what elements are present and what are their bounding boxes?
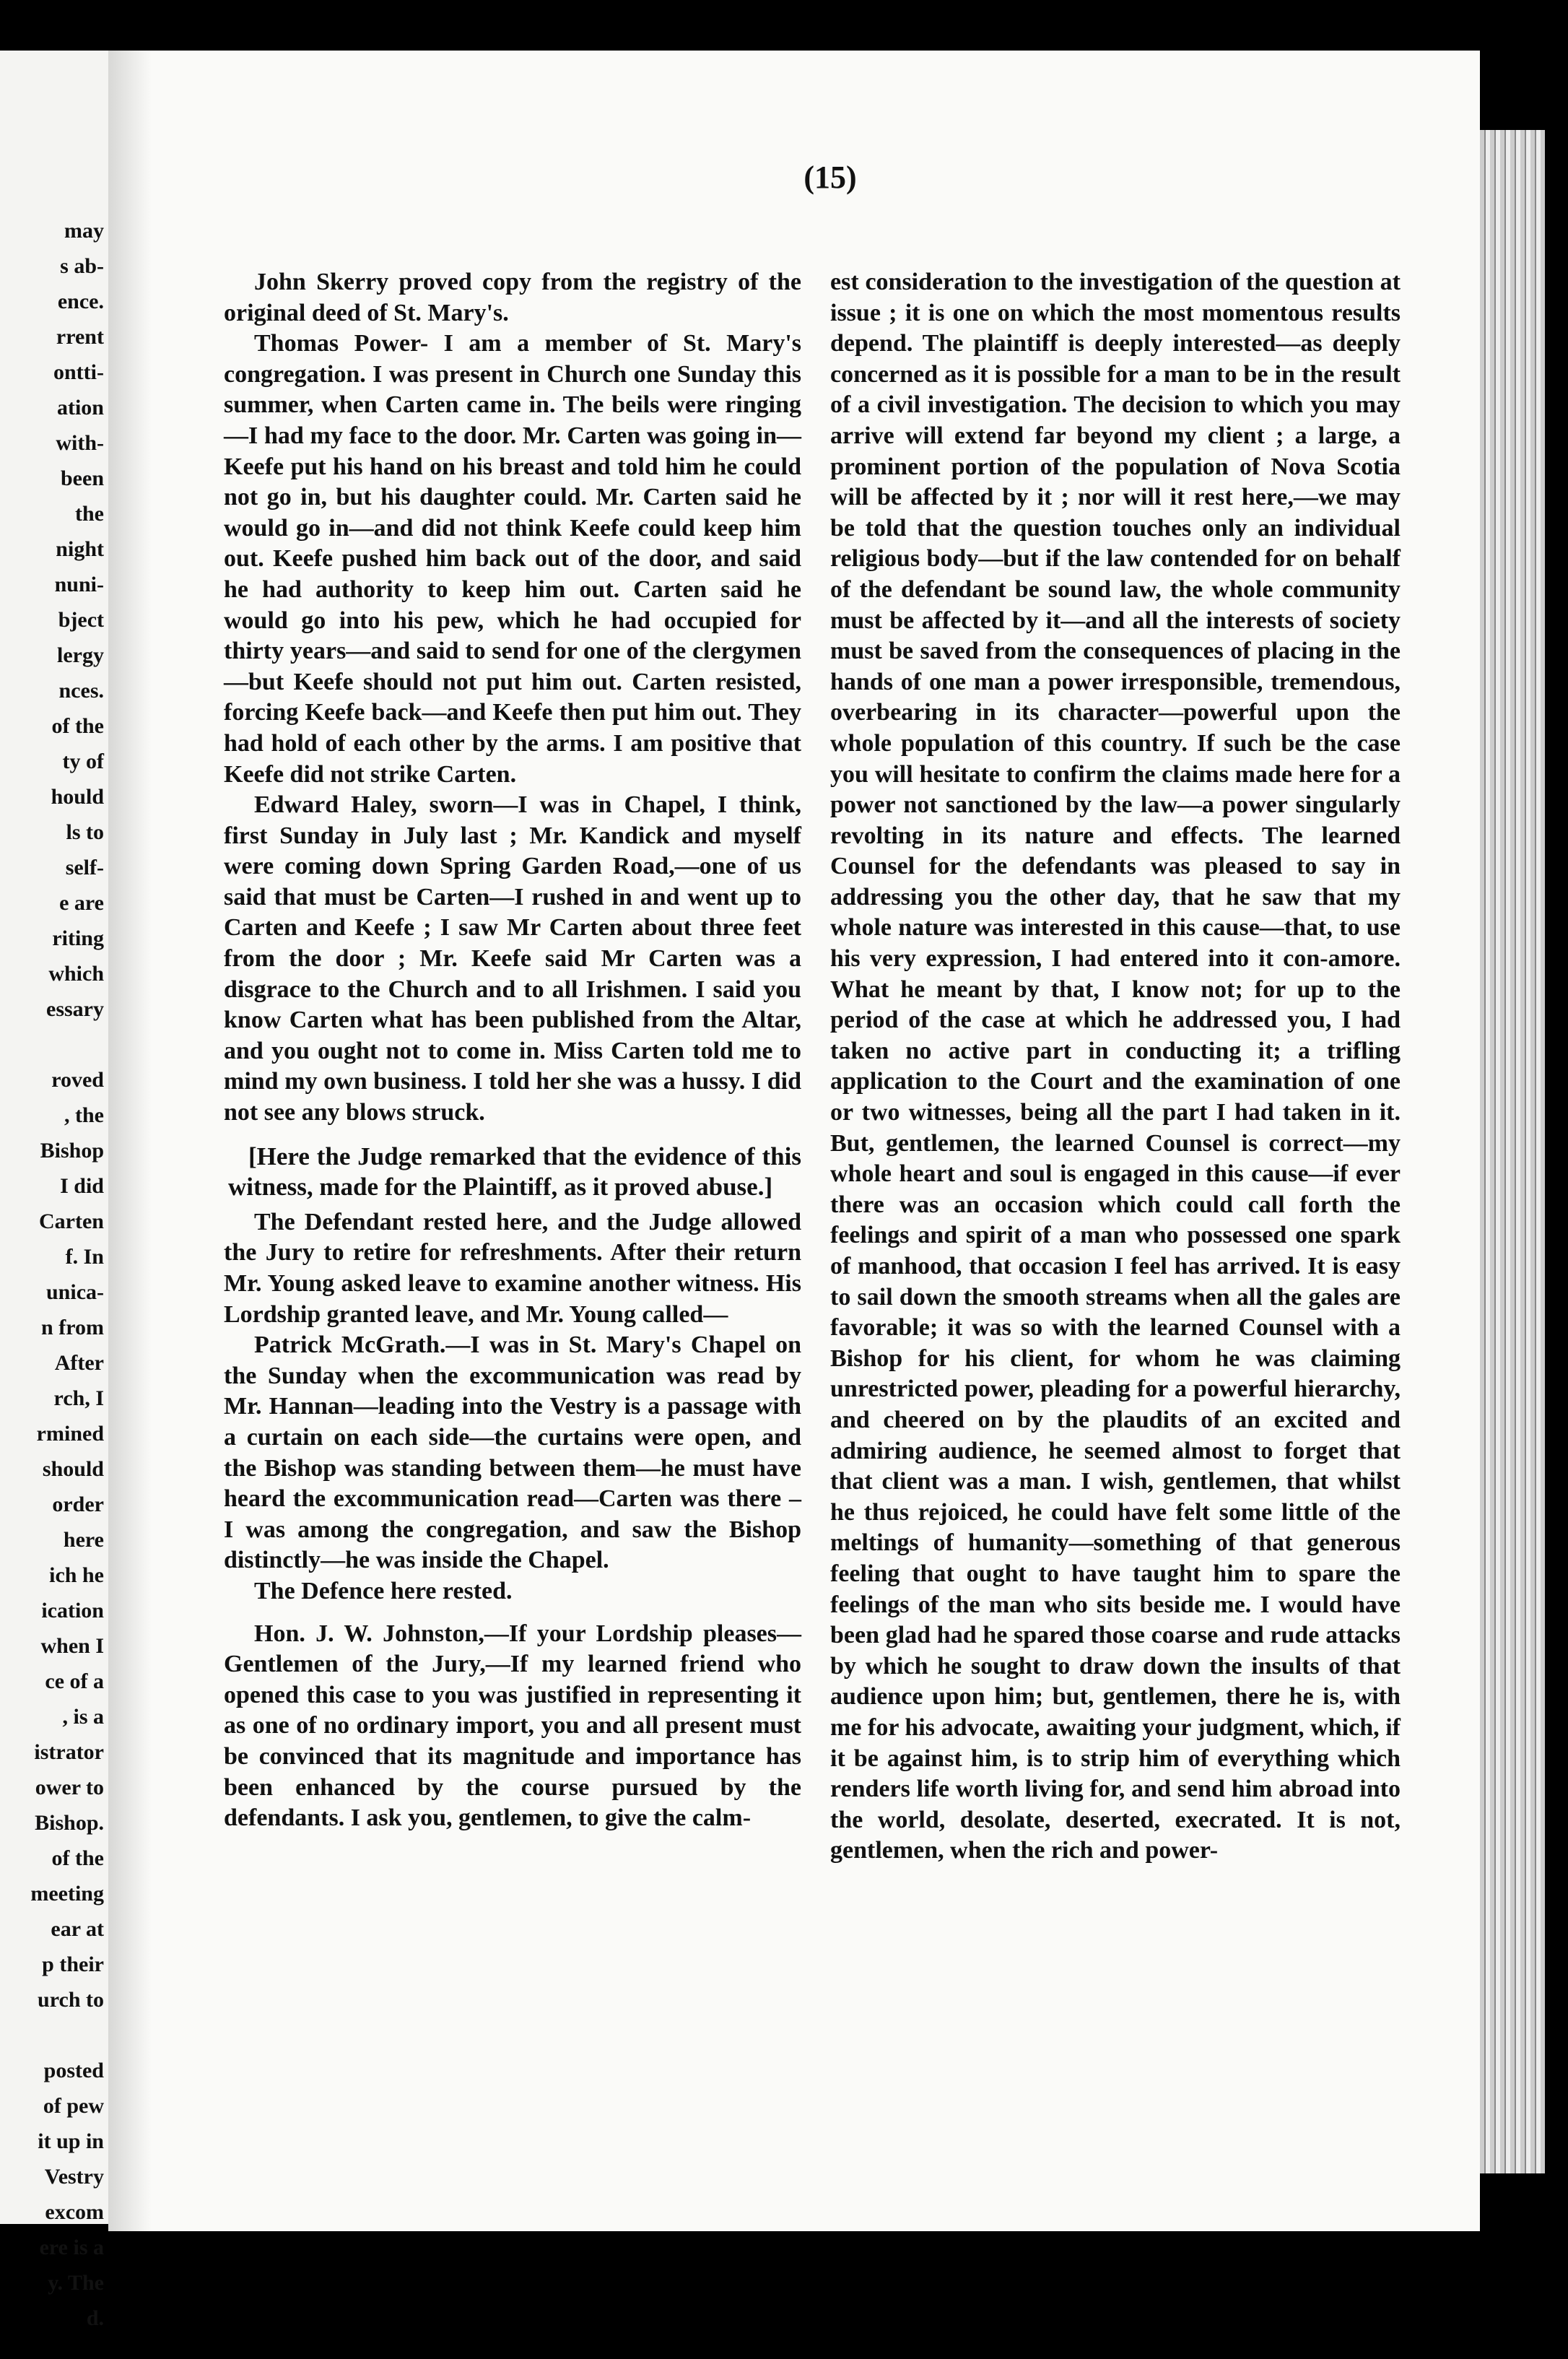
fragment-line: bject bbox=[58, 608, 104, 632]
fragment-line: rch, I bbox=[53, 1386, 104, 1410]
fragment-line: the bbox=[75, 502, 104, 526]
fragment-line: unica- bbox=[45, 1280, 104, 1304]
previous-page-edge bbox=[0, 51, 111, 2330]
fragment-line: ication bbox=[41, 1599, 104, 1622]
fragment-line: lergy bbox=[57, 643, 104, 667]
text-paragraph: Patrick McGrath.—I was in St. Mary's Chapel on the Sunday when the excommunication was read by Mr. Hannan—leading into the Vestry is a passage with a curtain on each side—the curtains were open, and the Bishop was standing between them—he must have heard the excommunication read—Carten was there – I was among the congregation, and saw the Bishop distinctly—he was inside the Chapel. bbox=[224, 1331, 801, 1574]
text-paragraph: The Defence here rested. bbox=[254, 1577, 513, 1604]
fragment-line: p their bbox=[42, 1952, 104, 1976]
fragment-line: essary bbox=[46, 997, 104, 1021]
fragment-line: been bbox=[61, 466, 104, 490]
fragment-line: rmined bbox=[36, 1422, 104, 1446]
fragment-line: roved bbox=[51, 1068, 104, 1092]
fragment-line: y. The bbox=[48, 2271, 104, 2295]
fragment-line: Carten bbox=[39, 1209, 104, 1233]
fragment-line: when I bbox=[40, 1634, 104, 1658]
fragment-line: ear at bbox=[51, 1917, 104, 1941]
fragment-line: urch to bbox=[38, 1988, 104, 2012]
fragment-line: s ab- bbox=[60, 254, 104, 278]
fragment-line: nces. bbox=[58, 679, 104, 703]
fragment-line: ation bbox=[56, 396, 104, 420]
judge-note-paragraph: [Here the Judge remarked that the evidence of this witness, made for the Plaintiff, as it proved abuse.] bbox=[228, 1142, 801, 1202]
fragment-line: here bbox=[63, 1528, 104, 1552]
fragment-line: f. In bbox=[65, 1245, 104, 1269]
fragment-line: ower to bbox=[35, 1776, 104, 1799]
fragment-line: , the bbox=[64, 1103, 104, 1127]
fragment-line: it up in bbox=[38, 2129, 104, 2153]
fragment-line: should bbox=[42, 1457, 104, 1481]
fragment-line: posted bbox=[43, 2059, 104, 2082]
fragment-line: nuni- bbox=[54, 573, 104, 596]
fragment-line: e are bbox=[59, 891, 104, 915]
fragment-line: of the bbox=[51, 1846, 104, 1870]
fragment-line: ich he bbox=[49, 1563, 104, 1587]
fragment-line: ty of bbox=[62, 750, 104, 773]
right-text-column bbox=[830, 267, 1401, 1867]
stacked-page-edges bbox=[1480, 130, 1545, 2173]
fragment-line: ontti- bbox=[53, 360, 104, 384]
fragment-line: meeting bbox=[30, 1882, 104, 1906]
fragment-line: d. bbox=[86, 2306, 104, 2330]
fragment-line: which bbox=[48, 962, 104, 986]
fragment-line: rrent bbox=[56, 325, 104, 349]
fragment-line: ce of a bbox=[45, 1669, 104, 1693]
fragment-line: may bbox=[64, 219, 104, 243]
fragment-line: of pew bbox=[43, 2094, 104, 2118]
fragment-line: Bishop. bbox=[35, 1811, 104, 1835]
fragment-line: ere is a bbox=[39, 2236, 104, 2259]
page-gutter bbox=[108, 51, 152, 2231]
fragment-line: Bishop bbox=[40, 1139, 104, 1163]
left-text-column bbox=[224, 267, 801, 1834]
text-paragraph: Thomas Power- I am a member of St. Mary's congregation. I was present in Church one Sunday this summer, when Carten came in. The beils were ringing—I had my face to the door. Mr. Carten was going in—Keefe put his hand on his breast and told him he could not go in, but his daughter could. Mr. Carten said he would go in—and did not think Keefe could keep him out. Keefe pushed him back out of the door, and said he had authority to keep him out. Carten said he would go into his pew, which he had occupied for thirty years—and said to send for one of the clergymen—but Keefe should not put him out. Carten resisted, forcing Keefe back—and Keefe then put him out. They had hold of each other by the arms. I am positive that Keefe did not strike Carten. bbox=[224, 330, 801, 788]
fragment-line: riting bbox=[52, 926, 104, 950]
fragment-line: of the bbox=[51, 714, 104, 738]
fragment-line: ence. bbox=[57, 290, 104, 313]
fragment-line: with- bbox=[56, 431, 104, 455]
fragment-line: After bbox=[54, 1351, 104, 1375]
fragment-line: , is a bbox=[62, 1705, 104, 1729]
text-paragraph: The Defendant rested here, and the Judge allowed the Jury to retire for refreshments. After their return Mr. Young asked leave to examine another witness. His Lordship granted leave, and Mr. Young called— bbox=[224, 1208, 801, 1328]
fragment-line: I did bbox=[60, 1174, 104, 1198]
fragment-line: n from bbox=[41, 1316, 104, 1339]
fragment-line: order bbox=[52, 1493, 104, 1516]
fragment-line: self- bbox=[65, 856, 104, 879]
book-page bbox=[108, 51, 1480, 2231]
text-paragraph: est consideration to the investigation of the question at issue ; it is one on which the most momentous results depend. The plaintiff is deeply interested—as deeply concerned as it is possible for a man to be in the result of a civil investigation. The decision to which you may arrive will extend far beyond my client ; a large, a prominent portion of the population of Nova Scotia will be affected by it ; nor will it rest here,—we may be told that the question touches only an individual religious body—but if the law contended for on behalf of the defendant be sound law, the whole community must be affected by it—and all the interests of society must be saved from the consequences of placing in the hands of one man a power irresponsible, tremendous, overbearing in its character—powerful upon the whole population of this country. If such be the case you will hesitate to confirm the claims made here for a power not sanctioned by the law—a power singularly revolting in its nature and effects. The learned Counsel for the defendants was pleased to say in addressing you the other day, that he saw that my whole nature was interested in this cause—that, to use his very expression, I had entered into it con-amore. What he meant by that, I know not; for up to the period of the case at which he addressed you, I had taken no active part in conducting it; a trifling application to the Court and the examination of one or two witnesses, being all the part I had taken in it. But, gentlemen, the learned Counsel is correct—my whole heart and soul is engaged in this cause—if ever there was an occasion which could call forth the feelings and spirit of a man who possessed one spark of manhood, that occasion I feel has arrived. It is easy to sail down the smooth streams when all the gales are favorable; it was so with the learned Counsel with a Bishop for his client, for whom he was claiming unrestricted power, pleading for a powerful hierarchy, and cheered on by the plaudits of an excited and admiring audience, he seemed almost to forget that that client was a man. I wish, gentlemen, that whilst he thus rejoiced, he could have felt some little of the meltings of humanity—something of that generous feeling that ought to have taught him to spare the feelings of the man who sits beside me. I would have been glad had he spared those coarse and rude attacks by which he sought to draw down the insults of that audience upon him; but, gentlemen, there he is, with me for his advocate, awaiting your judgment, which, if it be against him, is to strip him of everything which renders life worth living for, and send him abroad into the world, desolate, deserted, execrated. It is not, gentlemen, when the rich and power- bbox=[830, 269, 1401, 1864]
text-paragraph: Hon. J. W. Johnston,—If your Lordship pleases—Gentlemen of the Jury,—If my learned friend who opened this case to you was justified in representing it as one of no ordinary import, you and all present must be convinced that its magnitude and importance has been enhanced by the course pursued by the defendants. I ask you, gentlemen, to give the calm- bbox=[224, 1620, 801, 1832]
fragment-line: night bbox=[56, 537, 104, 561]
fragment-line: Vestry bbox=[44, 2165, 104, 2189]
text-paragraph: John Skerry proved copy from the registry of the original deed of St. Mary's. bbox=[224, 269, 801, 326]
text-paragraph: Edward Haley, sworn—I was in Chapel, I think, first Sunday in July last ; Mr. Kandick and myself were coming down Spring Garden Road,—one of us said that must be Carten—I rushed in and went up to Carten and Keefe ; I saw Mr Carten about three feet from the door ; Mr. Keefe said Mr Carten was a disgrace to the Church and to all Irishmen. I said you know Carten what has been published from the Altar, and you ought not to come in. Miss Carten told me to mind my own business. I told her she was a hussy. I did not see any blows struck. bbox=[224, 791, 801, 1126]
page-number: (15) bbox=[803, 160, 857, 195]
fragment-line: hould bbox=[51, 785, 104, 809]
fragment-line: ls to bbox=[66, 820, 104, 844]
fragment-line: excom bbox=[45, 2200, 104, 2224]
fragment-line: istrator bbox=[34, 1740, 104, 1764]
